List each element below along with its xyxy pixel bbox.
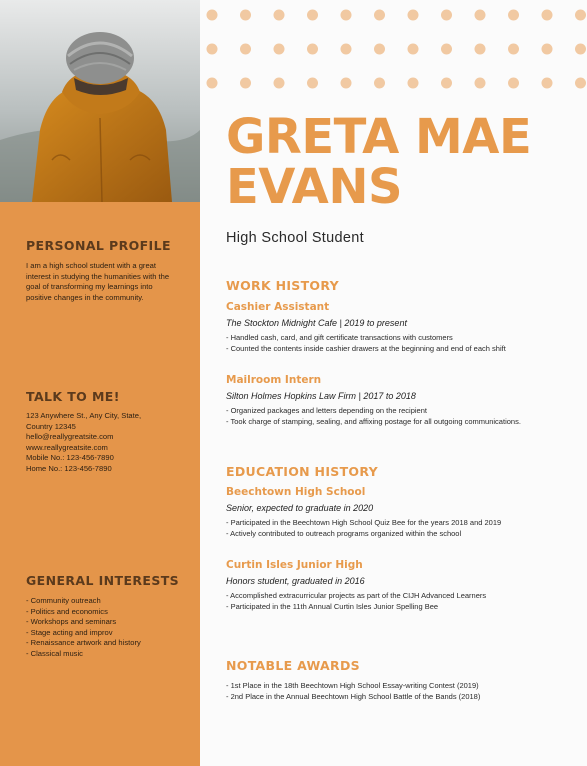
decorative-dot — [441, 44, 452, 55]
awards-heading: NOTABLE AWARDS — [226, 658, 360, 673]
job-duties — [226, 406, 571, 427]
decorative-dot — [508, 44, 519, 55]
name-line-2: EVANS — [226, 159, 403, 215]
decorative-dot — [542, 44, 553, 55]
decorative-dot — [341, 44, 352, 55]
work-entry-1 — [226, 301, 571, 354]
decorative-dot — [274, 10, 285, 21]
sidebar — [0, 0, 200, 766]
work-entry-2 — [226, 374, 571, 427]
personal-profile-heading: PERSONAL PROFILE — [26, 238, 171, 253]
award-item: - 1st Place in the 18th Beechtown High School Essay-writing Contest (2019) — [226, 681, 571, 692]
school-status: Honors student, graduated in 2016 — [226, 576, 365, 586]
school-highlight: - Accomplished extracurricular projects as part of the CIJH Advanced Learners — [226, 591, 571, 602]
decorative-dot — [475, 44, 486, 55]
decorative-dot — [274, 44, 285, 55]
decorative-dot — [408, 78, 419, 89]
interests-list — [26, 596, 176, 660]
decorative-dot — [341, 10, 352, 21]
contact-heading: TALK TO ME! — [26, 389, 120, 404]
decorative-dot — [240, 78, 251, 89]
decorative-dot — [542, 10, 553, 21]
education-entry-1 — [226, 486, 571, 539]
job-duty: - Took charge of stamping, sealing, and affixing postage for all outgoing communications. — [226, 417, 571, 428]
job-duty: - Organized packages and letters depending on the recipient — [226, 406, 571, 417]
decorative-dot — [508, 10, 519, 21]
decorative-dot — [575, 78, 586, 89]
decorative-dot — [542, 78, 553, 89]
decorative-dot — [508, 78, 519, 89]
award-item: - 2nd Place in the Annual Beechtown High School Battle of the Bands (2018) — [226, 692, 571, 703]
personal-profile-text: I am a high school student with a great interest in studying the humanities with the goal of transforming my learnings into positive changes in the community. — [26, 261, 170, 302]
school-status: Senior, expected to graduate in 2020 — [226, 503, 374, 513]
interests-heading: GENERAL INTERESTS — [26, 573, 180, 588]
person-photo-illustration — [0, 0, 200, 202]
decorative-dot — [408, 10, 419, 21]
job-title: Mailroom Intern — [226, 374, 322, 386]
interest-item: - Community outreach — [26, 596, 176, 607]
decorative-dot — [441, 78, 452, 89]
decorative-dot — [374, 44, 385, 55]
school-highlights — [226, 591, 571, 612]
decorative-dot — [307, 44, 318, 55]
decorative-dot — [575, 10, 586, 21]
interest-item: - Stage acting and improv — [26, 628, 176, 639]
job-duties — [226, 333, 571, 354]
school-name: Curtin Isles Junior High — [226, 559, 363, 571]
interest-item: - Renaissance artwork and history — [26, 638, 176, 649]
education-entry-2 — [226, 559, 571, 612]
decorative-dot — [475, 78, 486, 89]
name-line-1: GRETA MAE — [226, 109, 532, 165]
decorative-dot — [408, 44, 419, 55]
decorative-dot — [307, 10, 318, 21]
decorative-dot — [307, 78, 318, 89]
contact-email[interactable]: hello@reallygreatsite.com — [26, 432, 114, 442]
contact-details — [26, 411, 176, 475]
decorative-dot — [374, 78, 385, 89]
candidate-subtitle: High School Student — [226, 230, 364, 246]
interest-item: - Classical music — [26, 649, 176, 660]
interest-item: - Politics and economics — [26, 607, 176, 618]
decorative-dot — [207, 10, 218, 21]
job-place: Silton Holmes Hopkins Law Firm | 2017 to 2018 — [226, 391, 416, 401]
job-duty: - Counted the contents inside cashier drawers at the beginning and end of each shift — [226, 344, 571, 355]
contact-mobile: Mobile No.: 123-456-7890 — [26, 453, 114, 463]
decorative-dot — [341, 78, 352, 89]
decorative-dot — [575, 44, 586, 55]
school-highlight: - Actively contributed to outreach programs organized within the school — [226, 529, 571, 540]
profile-photo — [0, 0, 200, 202]
decorative-dot-pattern — [200, 0, 587, 100]
contact-home: Home No.: 123-456-7890 — [26, 463, 112, 473]
school-highlight: - Participated in the 11th Annual Curtin Isles Junior Spelling Bee — [226, 602, 571, 613]
education-history-heading: EDUCATION HISTORY — [226, 464, 378, 479]
school-highlight: - Participated in the Beechtown High School Quiz Bee for the years 2018 and 2019 — [226, 518, 571, 529]
decorative-dot — [207, 78, 218, 89]
job-place: The Stockton Midnight Cafe | 2019 to present — [226, 318, 407, 328]
decorative-dot — [240, 10, 251, 21]
contact-website[interactable]: www.reallygreatsite.com — [26, 442, 108, 452]
candidate-name — [226, 109, 532, 215]
decorative-dot — [374, 10, 385, 21]
decorative-dot — [207, 44, 218, 55]
contact-address-line1: 123 Anywhere St., Any City, State, — [26, 411, 142, 420]
interest-item: - Workshops and seminars — [26, 617, 176, 628]
decorative-dot — [240, 44, 251, 55]
decorative-dot — [441, 10, 452, 21]
work-history-heading: WORK HISTORY — [226, 278, 339, 293]
contact-address-line2: Country 12345 — [26, 421, 76, 431]
school-highlights — [226, 518, 571, 539]
job-duty: - Handled cash, card, and gift certificate transactions with customers — [226, 333, 571, 344]
job-title: Cashier Assistant — [226, 301, 330, 313]
school-name: Beechtown High School — [226, 486, 366, 498]
decorative-dot — [475, 10, 486, 21]
decorative-dot — [274, 78, 285, 89]
awards-list — [226, 681, 571, 702]
